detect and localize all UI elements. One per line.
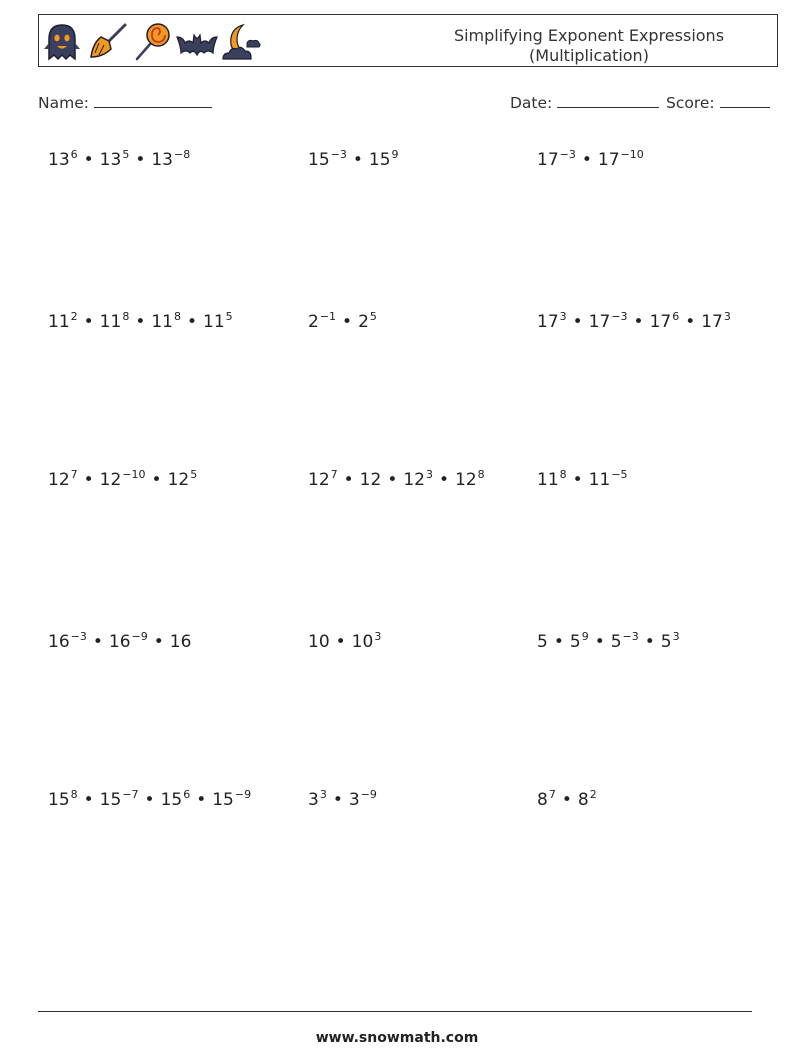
date-label: Date: (510, 94, 553, 112)
multiply-operator: • (83, 312, 94, 332)
multiply-operator: • (387, 470, 398, 490)
problem-8 (308, 470, 485, 490)
multiply-operator: • (332, 790, 343, 810)
multiply-operator: • (572, 312, 583, 332)
term-base: 12 (403, 470, 425, 490)
problem-3 (537, 150, 644, 170)
term-exponent: −7 (122, 788, 139, 801)
term-exponent: 2 (70, 310, 78, 323)
multiply-operator: • (92, 632, 103, 652)
term-base: 16 (108, 632, 131, 652)
multiply-operator: • (83, 470, 94, 490)
multiply-operator: • (335, 632, 346, 652)
multiply-operator: • (83, 150, 94, 170)
term-exponent: −10 (620, 148, 644, 161)
term-exponent: 6 (183, 788, 191, 801)
term-base: 13 (99, 150, 122, 170)
footer-divider (38, 1011, 752, 1012)
term-base: 12 (48, 470, 70, 490)
term-exponent: 7 (70, 468, 78, 481)
problem-9 (537, 470, 628, 490)
term-base: 13 (48, 150, 70, 170)
worksheet-title (409, 26, 769, 66)
term-base: 11 (203, 312, 225, 332)
term-base: 17 (588, 312, 611, 332)
term-base: 3 (348, 790, 360, 810)
term-exponent: 6 (672, 310, 680, 323)
term-exponent: 7 (548, 788, 556, 801)
term-exponent: 5 (225, 310, 233, 323)
term-exponent: −3 (559, 148, 576, 161)
multiply-operator: • (561, 790, 572, 810)
moon-cloud-icon (219, 21, 263, 63)
multiply-operator: • (581, 150, 592, 170)
term-base: 5 (610, 632, 622, 652)
title-line-1: Simplifying Exponent Expressions (453, 26, 725, 45)
term-exponent: −8 (173, 148, 191, 161)
term-base: 12 (167, 470, 190, 490)
multiply-operator: • (153, 632, 164, 652)
term-base: 15 (160, 790, 183, 810)
score-label: Score: (666, 94, 715, 112)
term-base: 17 (597, 150, 620, 170)
term-base: 11 (588, 470, 611, 490)
term-exponent: −3 (70, 630, 87, 643)
term-exponent: 8 (173, 310, 181, 323)
term-base: 15 (368, 150, 391, 170)
score-field (666, 93, 770, 112)
worksheet-header (38, 14, 778, 67)
problem-1 (48, 150, 190, 170)
term-exponent: 8 (70, 788, 78, 801)
term-exponent: 3 (723, 310, 731, 323)
term-base: 15 (99, 790, 122, 810)
multiply-operator: • (594, 632, 605, 652)
term-base: 13 (151, 150, 173, 170)
term-exponent: 3 (559, 310, 567, 323)
term-exponent: −9 (131, 630, 148, 643)
term-exponent: 3 (374, 630, 382, 643)
term-base: 5 (660, 632, 672, 652)
multiply-operator: • (135, 312, 146, 332)
multiply-operator: • (685, 312, 696, 332)
score-blank[interactable] (720, 93, 770, 108)
term-base: 11 (48, 312, 70, 332)
term-exponent: −9 (360, 788, 377, 801)
term-base: 12 (308, 470, 330, 490)
multiply-operator: • (196, 790, 207, 810)
term-base: 17 (537, 312, 559, 332)
multiply-operator: • (352, 150, 363, 170)
multiply-operator: • (633, 312, 644, 332)
multiply-operator: • (343, 470, 354, 490)
multiply-operator: • (83, 790, 94, 810)
name-field (38, 93, 212, 112)
term-exponent: −10 (122, 468, 146, 481)
term-exponent: 5 (122, 148, 130, 161)
term-exponent: 8 (122, 310, 130, 323)
term-exponent: 3 (425, 468, 433, 481)
term-base: 12 (359, 470, 382, 490)
term-base: 12 (99, 470, 122, 490)
title-line-2: (Multiplication) (529, 46, 649, 65)
name-blank[interactable] (94, 93, 212, 108)
term-exponent: 9 (581, 630, 589, 643)
problem-14 (308, 790, 377, 810)
term-base: 15 (48, 790, 70, 810)
term-base: 2 (358, 312, 369, 332)
problem-13 (48, 790, 251, 810)
problem-15 (537, 790, 597, 810)
multiply-operator: • (186, 312, 198, 332)
term-exponent: −9 (234, 788, 252, 801)
multiply-operator: • (438, 470, 450, 490)
term-base: 12 (455, 470, 477, 490)
term-exponent: −3 (622, 630, 639, 643)
term-exponent: 6 (70, 148, 78, 161)
multiply-operator: • (644, 632, 655, 652)
term-exponent: 3 (319, 788, 327, 801)
term-base: 11 (151, 312, 173, 332)
term-base: 11 (99, 312, 122, 332)
term-base: 17 (701, 312, 723, 332)
header-icons (43, 21, 263, 63)
term-exponent: 9 (391, 148, 399, 161)
term-base: 3 (308, 790, 319, 810)
term-exponent: −5 (611, 468, 628, 481)
term-exponent: −3 (611, 310, 628, 323)
term-exponent: −3 (330, 148, 347, 161)
term-exponent: 8 (477, 468, 485, 481)
term-base: 17 (649, 312, 672, 332)
lollipop-icon (131, 21, 175, 63)
term-base: 16 (48, 632, 70, 652)
term-base: 17 (537, 150, 559, 170)
term-base: 11 (537, 470, 559, 490)
multiply-operator: • (572, 470, 583, 490)
term-base: 8 (537, 790, 548, 810)
problem-12 (537, 632, 680, 652)
term-exponent: 5 (190, 468, 198, 481)
term-exponent: −1 (319, 310, 337, 323)
multiply-operator: • (144, 790, 155, 810)
multiply-operator: • (151, 470, 162, 490)
problem-7 (48, 470, 197, 490)
term-exponent: 8 (559, 468, 567, 481)
term-base: 8 (577, 790, 589, 810)
term-exponent: 3 (672, 630, 680, 643)
term-base: 15 (308, 150, 330, 170)
problem-6 (537, 312, 731, 332)
date-field (510, 93, 659, 112)
footer-url: www.snowmath.com (315, 1030, 479, 1046)
problem-11 (308, 632, 381, 652)
problem-4 (48, 312, 233, 332)
problem-2 (308, 150, 399, 170)
date-blank[interactable] (557, 93, 659, 108)
term-base: 2 (308, 312, 319, 332)
term-exponent: 2 (589, 788, 597, 801)
multiply-operator: • (553, 632, 564, 652)
term-exponent: 5 (369, 310, 377, 323)
term-base: 10 (351, 632, 374, 652)
broom-icon (87, 21, 131, 63)
ghost-icon (43, 21, 87, 63)
name-label: Name: (38, 94, 89, 112)
term-base: 16 (169, 632, 192, 652)
problem-10 (48, 632, 191, 652)
term-exponent: 7 (330, 468, 338, 481)
term-base: 5 (537, 632, 548, 652)
term-base: 15 (212, 790, 234, 810)
term-base: 10 (308, 632, 330, 652)
term-base: 5 (569, 632, 581, 652)
multiply-operator: • (342, 312, 353, 332)
multiply-operator: • (135, 150, 146, 170)
problem-5 (308, 312, 377, 332)
bat-icon (175, 21, 219, 63)
